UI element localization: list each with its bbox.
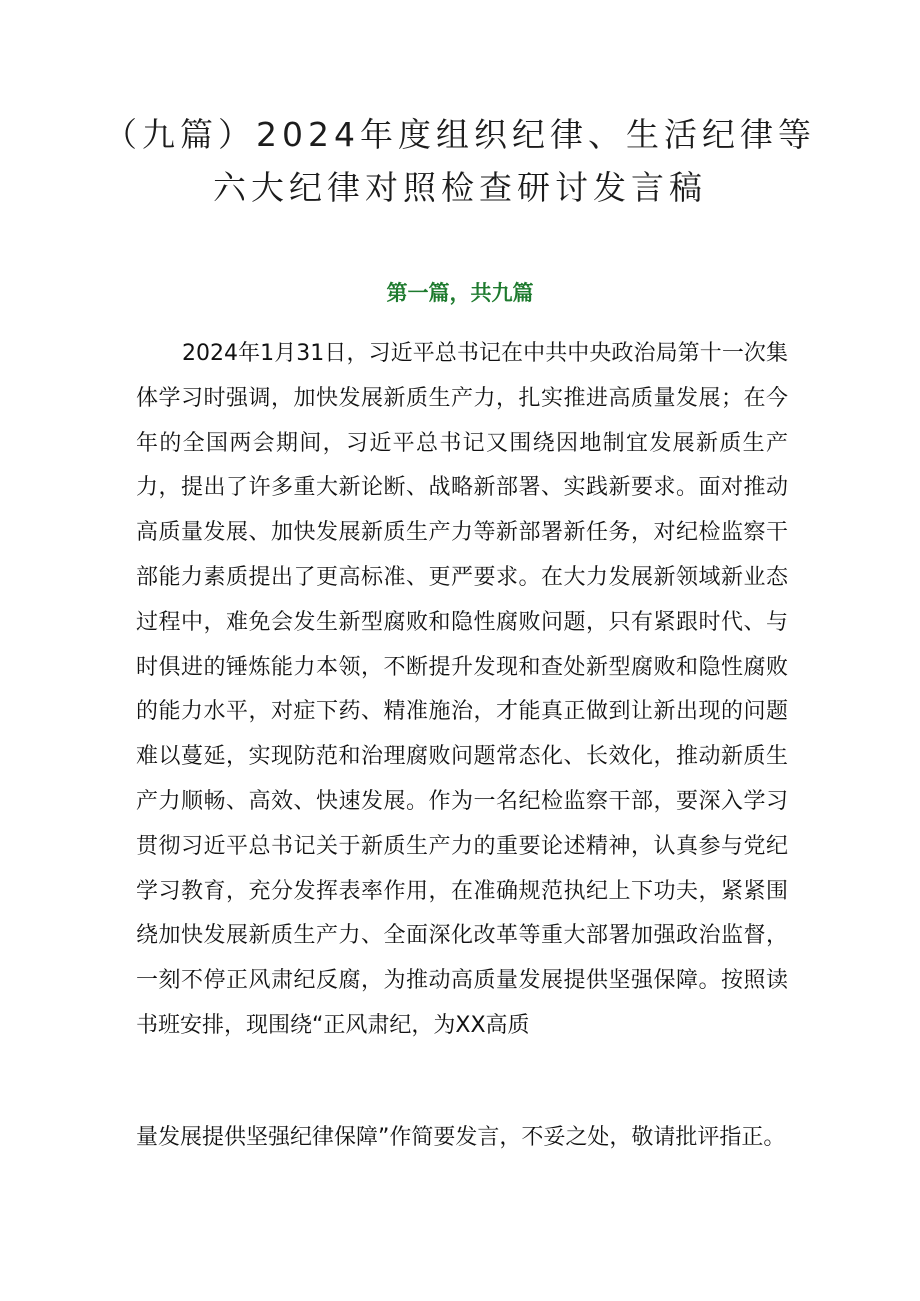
section-heading: 第一篇，共九篇 <box>386 281 534 305</box>
title-line-1: （九篇）2024年度组织纪律、生活纪律等 <box>104 115 816 154</box>
document-title <box>0 108 920 214</box>
body-paragraph-continued: 量发展提供坚强纪律保障”作简要发言，不妥之处，敬请批评指正。 <box>136 1125 786 1150</box>
title-line-2: 六大纪律对照检查研讨发言稿 <box>213 168 707 207</box>
body-paragraph: 2024年1月31日，习近平总书记在中共中央政治局第十一次集体学习时强调，加快发展新质生产力，扎实推进高质量发展；在今年的全国两会期间，习近平总书记又围绕因地制宜发展新质生产力，提出了许多重大新论断、战略新部署、实践新要求。面对推动高质量发展、加快发展新质生产力等新部署新任务，对纪检监察干部能力素质提出了更高标准、更严要求。在大力发展新领域新业态过程中，难免会发生新型腐败和隐性腐败问题，只有紧跟时代、与时俱进的锤炼能力本领，不断提升发现和查处新型腐败和隐性腐败的能力水平，对症下药、精准施治，才能真正做到让新出现的问题难以蔓延，实现防范和治理腐败问题常态化、长效化，推动新质生产力顺畅、高效、快速发展。作为一名纪检监察干部，要深入学习贯彻习近平总书记关于新质生产力的重要论述精神，认真参与党纪学习教育，充分发挥表率作用，在准确规范执纪上下功夫，紧紧围绕加快发展新质生产力、全面深化改革等重大部署加强政治监督，一刻不停正风肃纪反腐，为推动高质量发展提供坚强保障。按照读书班安排，现围绕“正风肃纪，为XX高质 <box>136 341 788 1038</box>
